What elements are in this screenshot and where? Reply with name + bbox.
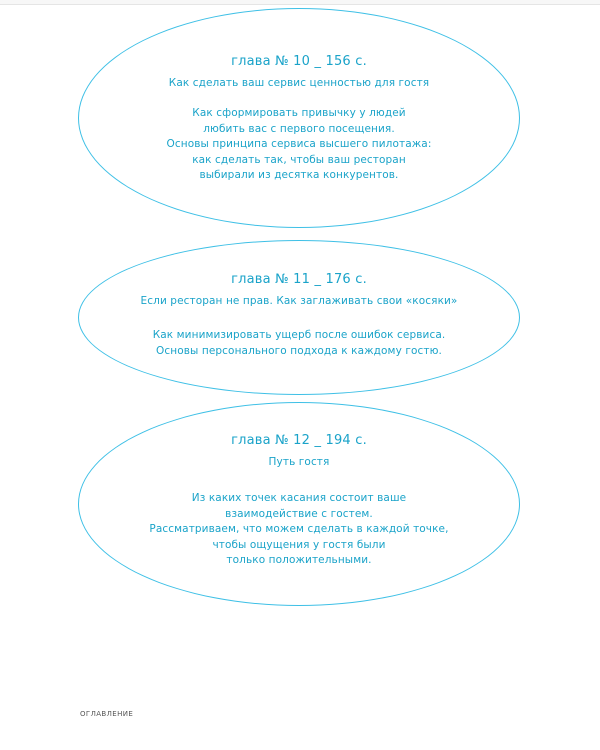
description-line: Как сформировать привычку у людей <box>192 107 406 119</box>
chapter-11-subtitle: Если ресторан не прав. Как заглаживать свои «косяки» <box>140 295 458 307</box>
chapter-10-block <box>78 54 520 184</box>
chapter-12-subtitle: Путь гостя <box>268 456 330 468</box>
description-line: любить вас с первого посещения. <box>203 122 395 135</box>
description-line: Из каких точек касания состоит ваше <box>191 492 407 504</box>
chapter-12-description <box>78 491 520 569</box>
description-line: Рассматриваем, что можем сделать в каждой точке, <box>149 523 449 535</box>
chapter-11-description <box>78 328 520 359</box>
chapter-10-description <box>78 106 520 184</box>
description-line: выбирали из десятка конкурентов. <box>199 169 399 181</box>
chapter-11-heading: глава № 11 _ 176 с. <box>231 272 367 287</box>
description-line: как сделать так, чтобы ваш ресторан <box>192 153 406 166</box>
description-line: Как минимизировать ущерб после ошибок сервиса. <box>152 329 446 341</box>
description-line: взаимодействие с гостем. <box>225 507 373 520</box>
description-line: только положительными. <box>226 554 372 566</box>
chapter-12-block <box>78 433 520 569</box>
chapter-12-heading: глава № 12 _ 194 с. <box>231 433 367 448</box>
running-footer: ОГЛАВЛЕНИЕ <box>80 710 134 718</box>
description-line: Основы персонального подхода к каждому гостю. <box>156 344 442 357</box>
top-edge-rule <box>0 0 600 5</box>
chapter-10-heading: глава № 10 _ 156 с. <box>231 54 367 69</box>
chapter-10-subtitle: Как сделать ваш сервис ценностью для гостя <box>168 77 430 89</box>
chapter-11-block <box>78 272 520 359</box>
description-line: чтобы ощущения у гостя были <box>212 538 386 551</box>
description-line: Основы принципа сервиса высшего пилотажа: <box>166 138 432 150</box>
